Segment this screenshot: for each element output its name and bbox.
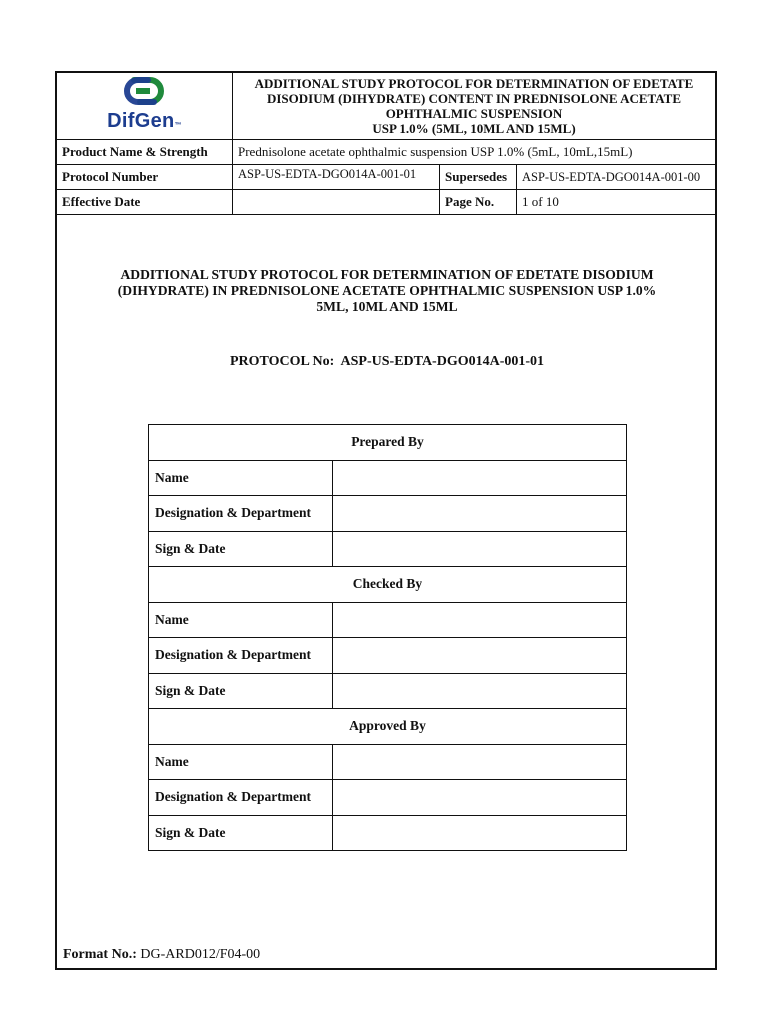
protocol-number-heading: PROTOCOL No: ASP-US-EDTA-DGO014A-001-01 (229, 354, 545, 369)
prepared-name-label: Name (149, 460, 333, 496)
logo-cell (57, 73, 233, 140)
product-value: Prednisolone acetate ophthalmic suspension USP 1.0% (5mL, 10mL,15mL) (233, 140, 716, 165)
difgen-mark-icon (120, 76, 168, 106)
approved-designation-label: Designation & Department (149, 780, 333, 816)
page-no-label: Page No. (440, 190, 517, 215)
approved-by-heading: Approved By (149, 709, 627, 745)
header-title (233, 73, 716, 140)
prepared-sign-date-field[interactable] (333, 531, 627, 567)
supersedes-value: ASP-US-EDTA-DGO014A-001-00 (517, 165, 716, 190)
approved-designation-field[interactable] (333, 780, 627, 816)
approved-name-label: Name (149, 744, 333, 780)
protocol-number-label: Protocol Number (57, 165, 233, 190)
prepared-by-heading: Prepared By (149, 425, 627, 461)
approved-name-field[interactable] (333, 744, 627, 780)
document-title-line: (DIHYDRATE) IN PREDNISOLONE ACETATE OPHTHALMIC SUSPENSION USP 1.0% (117, 283, 657, 298)
prepared-name-field[interactable] (333, 460, 627, 496)
checked-by-heading: Checked By (149, 567, 627, 603)
document-title-line: ADDITIONAL STUDY PROTOCOL FOR DETERMINATION OF EDETATE DISODIUM (120, 267, 654, 282)
checked-sign-date-label: Sign & Date (149, 673, 333, 709)
format-number-label: Format No.: (63, 947, 137, 962)
approved-sign-date-field[interactable] (333, 815, 627, 851)
prepared-designation-label: Designation & Department (149, 496, 333, 532)
checked-designation-field[interactable] (333, 638, 627, 674)
supersedes-label: Supersedes (440, 165, 517, 190)
logo-trademark: ™ (174, 121, 182, 129)
checked-sign-date-field[interactable] (333, 673, 627, 709)
checked-name-field[interactable] (333, 602, 627, 638)
header-title-line: OPHTHALMIC SUSPENSION (385, 106, 563, 121)
checked-name-label: Name (149, 602, 333, 638)
document-title (97, 267, 677, 315)
approved-sign-date-label: Sign & Date (149, 815, 333, 851)
effective-date-value (233, 190, 440, 215)
signature-table (148, 424, 627, 851)
effective-date-label: Effective Date (57, 190, 233, 215)
prepared-designation-field[interactable] (333, 496, 627, 532)
protocol-number-value: ASP-US-EDTA-DGO014A-001-01 (233, 165, 440, 190)
header-table (57, 73, 715, 215)
header-title-line: ADDITIONAL STUDY PROTOCOL FOR DETERMINATION OF EDETATE (254, 76, 694, 91)
difgen-logo (107, 76, 182, 137)
document-title-line: 5ML, 10ML AND 15ML (316, 299, 458, 314)
header-title-line: DISODIUM (DIHYDRATE) CONTENT IN PREDNISOLONE ACETATE (266, 91, 681, 106)
format-number (63, 947, 260, 963)
prepared-sign-date-label: Sign & Date (149, 531, 333, 567)
format-number-value: DG-ARD012/F04-00 (140, 947, 261, 962)
document-page (55, 71, 717, 970)
checked-designation-label: Designation & Department (149, 638, 333, 674)
page-no-value: 1 of 10 (517, 190, 716, 215)
product-label: Product Name & Strength (57, 140, 233, 165)
logo-wordmark: DifGen (107, 109, 175, 132)
header-title-line: USP 1.0% (5ML, 10ML AND 15ML) (372, 121, 576, 136)
